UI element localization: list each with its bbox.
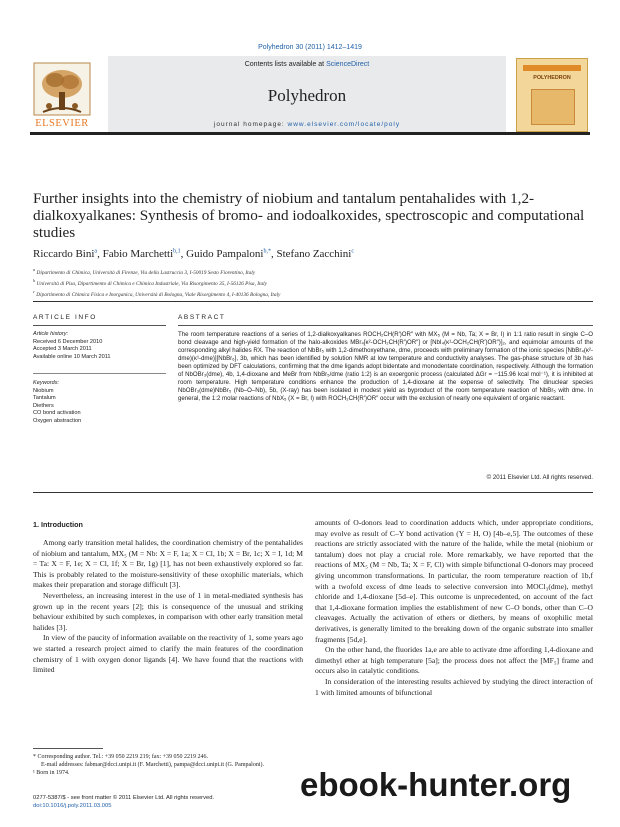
paragraph: On the other hand, the fluorides 1a,e are able to activate dme affording 1,4-dioxane and dimethyl ether at high temperature [5a]; the process does not affect the [MF₅] frame and occurs also in catalytic conditions. — [315, 645, 593, 676]
watermark: ebook-hunter.org — [300, 766, 572, 803]
journal-homepage — [108, 121, 506, 128]
author[interactable]: Stefano Zacchini$^c$ — [276, 248, 354, 260]
history-item: Received 6 December 2010 — [33, 338, 103, 345]
history-item: Accepted 3 March 2011 — [33, 346, 92, 352]
journal-citation[interactable]: Polyhedron 30 (2011) 1412–1419 — [258, 44, 362, 51]
article-title: Further insights into the chemistry of niobium and tantalum pentahalides with 1,2-dialkoxyalkanes: Synthesis of bromo- and iodoalkoxides, spectroscopic and computational studies — [33, 190, 585, 241]
footnote: E-mail addresses: fabmar@dcci.unipi.it (F. Marchetti), pampa@dcci.unipi.it (G. Pampaloni). — [41, 762, 265, 768]
journal-banner — [108, 56, 506, 132]
divider — [33, 325, 166, 326]
paragraph: In consideration of the interesting results achieved by studying the direct interaction of 1 with limited amounts of bifunctional — [315, 676, 593, 697]
section-heading: 1. Introduction — [33, 520, 83, 529]
paragraph: amounts of O-donors lead to coordination adducts which, under appropriate conditions, may evolve as result of C–Y bond activation (Y = H, O) [4b–e,5]. The outcomes of these reactions are strictly associated with the nature of the halide, while the metal (niobium or tantalum) does not play a crucial role. More remarkably, we have reported that the reactions of MX₅ (M = Nb, Ta; X = F, Cl) with simple bifunctional O-donors may proceed giving uncommon transformations. In particular, the room temperature reaction of 1b,f with a twofold excess of dme leads to selective conversion into MOCl₃(dme), methyl chloride and 1,4-dioxane [5d–e]. This outcome is unprecedented, on account of the fact that 1,4-dioxane formation implies the establishment of new C–O bonds, other than C–O cleavages. Actually the activation of ethers or diethers, by means of oxophilic metal derivatives, is generally limited to the breaking down of the organic substrate into smaller fragments [5d,e]. — [315, 518, 593, 644]
abstract-heading: ABSTRACT — [178, 314, 226, 321]
footnotes — [33, 753, 303, 777]
affiliation: $^b$ Università di Pisa, Dipartimento di Chimica e Chimica Industriale, Via Risorgimento 35, I-56126 Pisa, Italy — [33, 277, 267, 287]
page-footer — [33, 795, 303, 810]
sciencedirect-link[interactable]: ScienceDirect — [326, 61, 370, 68]
homepage-link[interactable]: www.elsevier.com/locate/poly — [287, 121, 401, 128]
affiliation: $^c$ Dipartimento di Chimica Fisica e Inorganica, Università di Bologna, Viale Risorgimento 4, I-40136 Bologna, Italy — [33, 288, 281, 298]
body-column-right — [315, 518, 593, 698]
article-info-heading: ARTICLE INFO — [33, 314, 97, 321]
affiliations — [33, 266, 593, 298]
keywords-label: Keywords: — [33, 380, 60, 386]
keyword: CO bond activation — [33, 410, 81, 416]
body-column-left — [33, 538, 303, 676]
header-rule — [30, 132, 590, 135]
contents-line — [108, 61, 506, 68]
keyword: Niobium — [33, 387, 54, 394]
elsevier-logo — [33, 62, 91, 132]
keyword: Oxygen abstraction — [33, 417, 82, 424]
keyword: Tantalum — [33, 395, 56, 401]
publisher-logo-text: ELSEVIER — [35, 118, 89, 129]
paragraph: Nevertheless, an increasing interest in the use of 1 in metal-mediated synthesis has grown up in the recent years [2]; this is consequence of the unusual and striking behaviour exhibited by such complexes, in comparison with other early transition metal halides [3]. — [33, 590, 303, 632]
author[interactable]: Riccardo Bini$^a$ — [33, 248, 98, 260]
divider — [33, 301, 593, 302]
divider — [33, 492, 593, 493]
history-label: Article history: — [33, 331, 69, 337]
footnote: * Corresponding author. Tel.: +39 050 2219 219; fax: +39 050 2219 246. — [33, 754, 209, 760]
divider — [178, 325, 593, 326]
homepage-prefix: journal homepage: — [213, 121, 288, 128]
copyright: © 2011 Elsevier Ltd. All rights reserved. — [486, 474, 593, 481]
history-item: Available online 10 March 2011 — [33, 353, 111, 360]
contents-prefix: Contents lists available at — [244, 61, 327, 68]
keywords — [33, 380, 166, 425]
article-history — [33, 331, 166, 361]
paragraph: In view of the paucity of information available on the reactivity of 1, some years ago we started a research project aimed to clarify the main features of the coordination chemistry of 1 with oxygen donor ligands [4]. We have found that the reactions with limited — [33, 633, 303, 675]
author[interactable]: Guido Pampaloni$^{b,*}$ — [186, 248, 271, 260]
issn-line: 0277-5387/$ - see front matter © 2011 Elsevier Ltd. All rights reserved. — [33, 795, 215, 801]
paragraph: Among early transition metal halides, the coordination chemistry of the pentahalides of niobium and tantalum, MX₅ (M = Nb: X = F, 1a; X = Cl, 1b; X = Br, 1c; X = I, 1d; M = Ta: X = F, 1e; X = Cl, 1f; X = Br, 1g) [1], has not been exhaustively explored so far. This is probably related to the moisture-sensitivity of these oxophilic materials, which makes their preparation and storage difficult [3]. — [33, 538, 303, 590]
cover-title: POLYHEDRON — [533, 75, 571, 81]
footnote: ¹ Born in 1974. — [33, 770, 70, 776]
cover-image — [531, 89, 575, 125]
author-list: Riccardo Bini$^a$, Fabio Marchetti$^{b,1}$, Guido Pampaloni$^{b,*}$, Stefano Zacchini$^c$ — [33, 248, 354, 260]
journal-name: Polyhedron — [267, 86, 347, 105]
author[interactable]: Fabio Marchetti$^{b,1}$ — [102, 248, 181, 260]
doi-link[interactable]: doi:10.1016/j.poly.2011.03.005 — [33, 802, 112, 809]
cover-band — [523, 65, 581, 71]
affiliation: $^a$ Dipartimento di Chimica, Università di Firenze, Via della Lastruccia 3, I-50019 Sesto Fiorentino, Italy — [33, 267, 256, 276]
journal-cover-thumbnail — [516, 58, 588, 132]
footnote-rule — [33, 748, 103, 749]
abstract-text: The room temperature reactions of a series of 1,2-dialkoxyalkanes ROCH₂CH(R′)OR″ with MX₅ (M = Nb, Ta; X = Br, I) in 1:1 ratio result in single C–O bond cleavage and high-yield formation of the halo-alkoxides MBr₄[κ²-OCH₂CH(R′)OR″] or [NbI₄(κ¹-OCH₂CH(R′)OR″)]₂, and equimolar amounts of the corresponding alkyl halides RX. The reaction of NbBr₅ with 1,2-dimethoxyethane, dme, proceeds with preliminary formation of the ionic species [NbBr₄(κ²-dme)(κ¹-dme)][NbBr₆], 3b, which has been identified by solution NMR at low temperature and conductivity analyses. The gas-phase structure of 3b has been optimized by DFT calculations, confirming that the dme ligands adopt bidentate and monodentate coordination, respectively. Although the formation of NbOBr₃(dme), 4b, 1,4-dioxane and MeBr from NbBr₅/dme (ratio 1:2) is an exoergonic process (calculated ΔGr = −115.96 kcal mol⁻¹), it is inhibited at room temperature. High temperature conditions enhance the production of 1,4-dioxane at the expense of selectivity. The dinuclear species NbOBr₃(dme)NbBr₅ (Nb–O–Nb), 5b, (X-ray) has been isolated in modest yield as byproduct of the room temperature reaction of NbBr₅ with dme. In general, the 1:2 molar reactions of NbX₅ (X = Br, I) with ROCH₂CH(R′)OR″ occur with the exclusion of nearly one equivalent of organic reactant. — [178, 331, 593, 402]
divider — [33, 373, 166, 374]
keyword: Diethers — [33, 402, 54, 409]
